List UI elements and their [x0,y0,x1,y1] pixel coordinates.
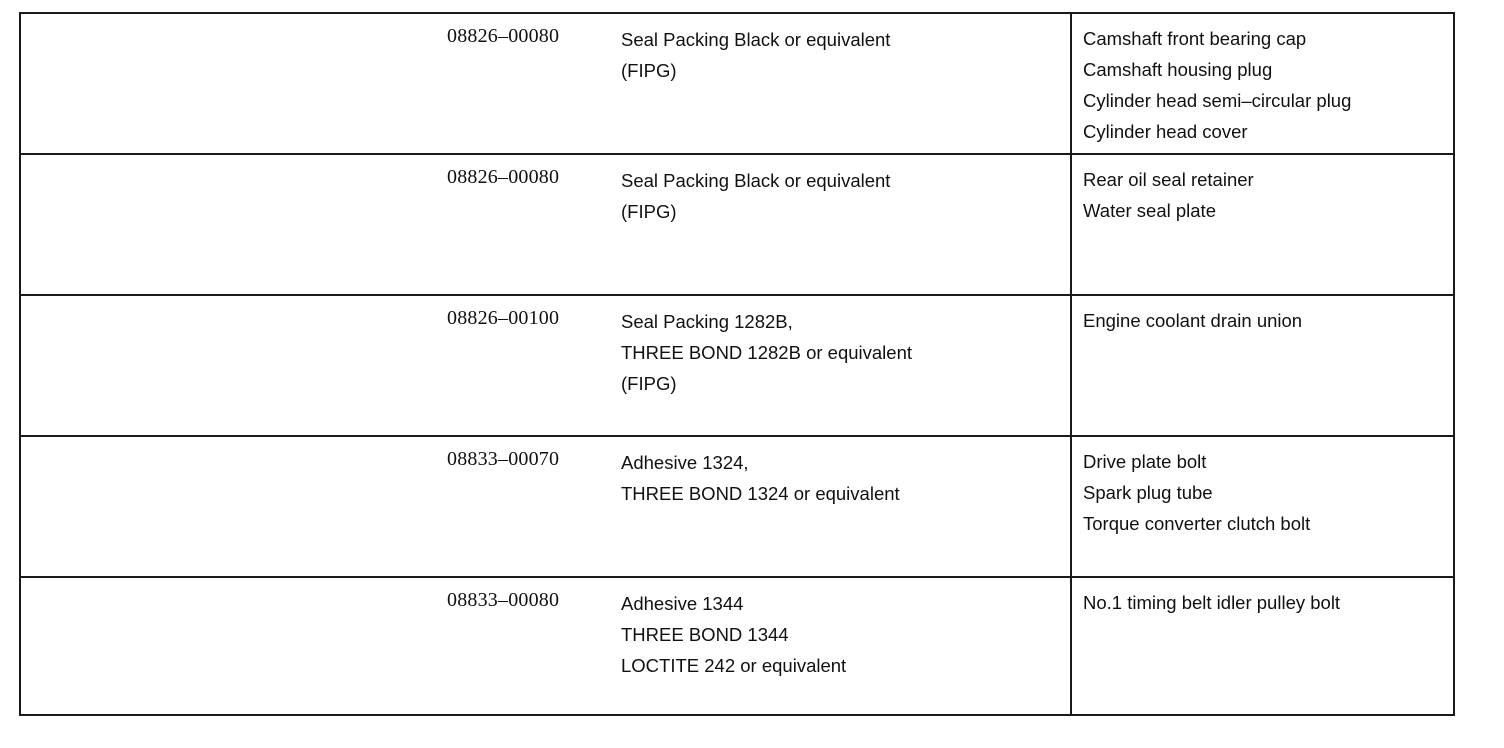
material-cell [21,296,1072,435]
material-cell [21,14,1072,153]
table-row [21,296,1453,437]
description-line: Adhesive 1344 [621,593,744,614]
application-cell [1072,155,1453,294]
application-item: Drive plate bolt [1083,451,1207,472]
material-cell [21,155,1072,294]
description-line: THREE BOND 1324 or equivalent [621,483,900,504]
material-description [621,447,900,509]
material-cell [21,437,1072,576]
description-line: Adhesive 1324, [621,452,749,473]
application-item: Cylinder head cover [1083,121,1248,142]
application-item: Torque converter clutch bolt [1083,513,1311,534]
application-cell [1072,14,1453,153]
description-line: (FIPG) [621,60,677,81]
description-line: Seal Packing Black or equivalent [621,29,891,50]
table-row [21,437,1453,578]
material-cell [21,578,1072,714]
application-item: No.1 timing belt idler pulley bolt [1083,592,1341,613]
material-description [621,588,846,681]
description-line: THREE BOND 1282B or equivalent [621,342,912,363]
description-line: THREE BOND 1344 [621,624,789,645]
application-cell [1072,437,1453,576]
material-description [621,306,912,399]
sealant-table-body [21,14,1453,714]
application-item: Rear oil seal retainer [1083,169,1254,190]
part-number: 08826–00080 [447,25,560,47]
application-cell [1072,296,1453,435]
part-number: 08833–00080 [447,589,560,611]
application-item: Camshaft housing plug [1083,59,1273,80]
application-cell [1072,578,1453,714]
sealant-table [19,12,1455,716]
part-number: 08833–00070 [447,448,560,470]
table-row [21,578,1453,714]
application-item: Water seal plate [1083,200,1216,221]
description-line: Seal Packing 1282B, [621,311,793,332]
description-line: LOCTITE 242 or equivalent [621,655,847,676]
material-description [621,24,890,86]
table-row [21,155,1453,296]
application-item: Camshaft front bearing cap [1083,28,1307,49]
application-item: Engine coolant drain union [1083,310,1303,331]
description-line: (FIPG) [621,373,677,394]
application-item: Cylinder head semi–circular plug [1083,90,1352,111]
material-description [621,165,890,227]
description-line: (FIPG) [621,201,677,222]
part-number: 08826–00080 [447,166,560,188]
application-item: Spark plug tube [1083,482,1213,503]
description-line: Seal Packing Black or equivalent [621,170,891,191]
part-number: 08826–00100 [447,307,560,329]
table-row [21,14,1453,155]
